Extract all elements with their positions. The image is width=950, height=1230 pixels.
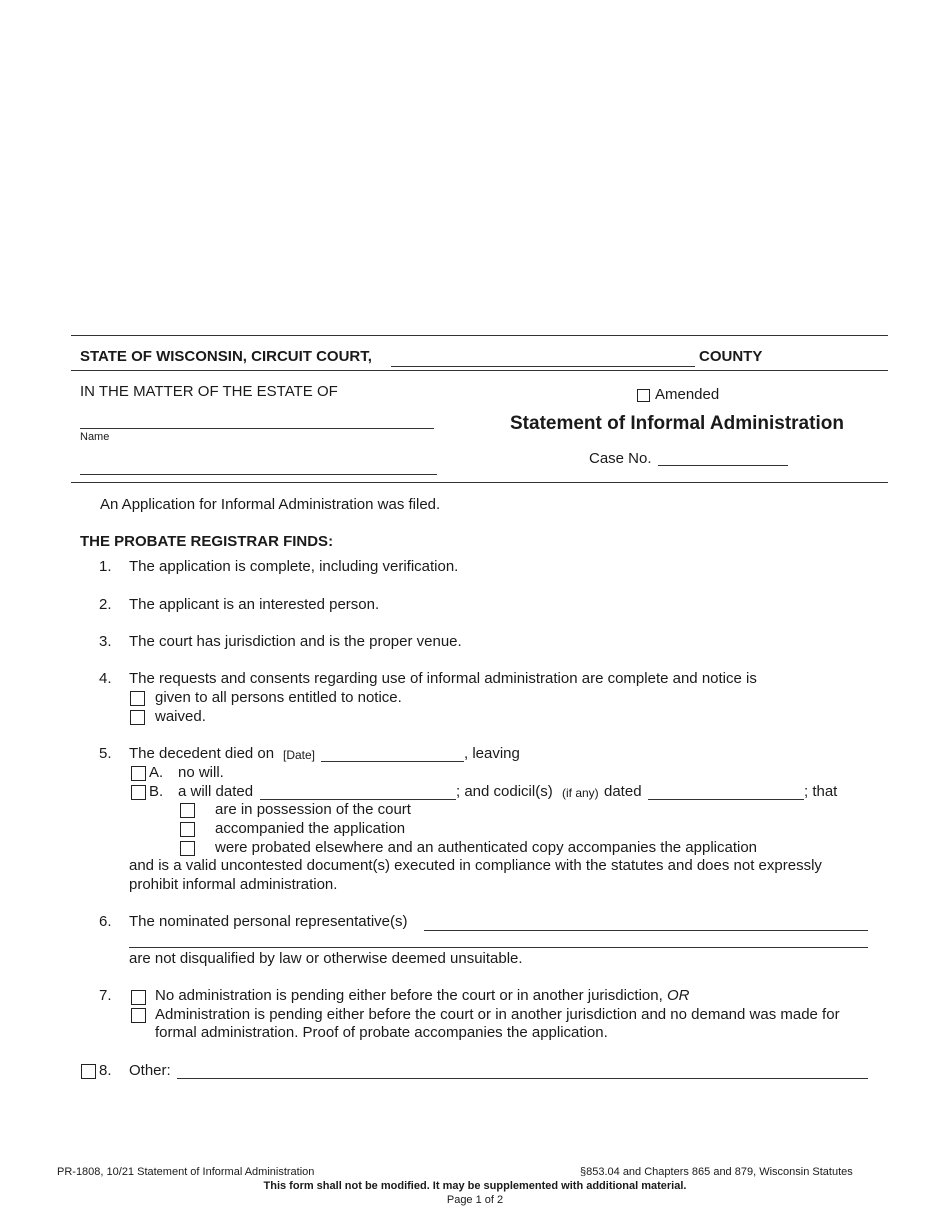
- footer-notice: This form shall not be modified. It may be supplemented with additional material.: [263, 1180, 687, 1192]
- other-label: Other:: [129, 1062, 171, 1079]
- amended-label: Amended: [655, 386, 720, 403]
- accompanied-label: accompanied the application: [215, 820, 406, 837]
- option-b-letter: B.: [149, 783, 164, 800]
- item-5-date-hint: [Date]: [283, 748, 316, 762]
- will-dated-checkbox[interactable]: [131, 785, 146, 800]
- form-title: Statement of Informal Administration: [510, 413, 844, 434]
- administration-pending-line-2: formal administration. Proof of probate accompanies the application.: [155, 1024, 608, 1041]
- codicil-date-field[interactable]: [648, 799, 804, 800]
- footer-form-id: PR-1808, 10/21 Statement of Informal Administration: [57, 1166, 315, 1178]
- header-bottom-rule: [71, 482, 888, 483]
- footer-page: Page 1 of 2: [446, 1194, 504, 1206]
- item-3-number: 3.: [99, 633, 112, 650]
- item-5-tail-2: prohibit informal administration.: [129, 876, 338, 893]
- item-6-tail: are not disqualified by law or otherwise deemed unsuitable.: [129, 950, 523, 967]
- administration-pending-line-1: Administration is pending either before the court or in another jurisdiction and no demand was made for: [155, 1006, 840, 1023]
- notice-waived-checkbox[interactable]: [130, 710, 145, 725]
- option-b-text: a will dated: [178, 783, 254, 800]
- probated-elsewhere-checkbox[interactable]: [180, 841, 195, 856]
- codicil-text: ; and codicil(s): [456, 783, 553, 800]
- no-administration-checkbox[interactable]: [131, 990, 146, 1005]
- item-7-number: 7.: [99, 987, 112, 1004]
- item-8-number: 8.: [99, 1062, 112, 1079]
- header-mid-rule: [71, 370, 888, 371]
- representative-field-1[interactable]: [424, 930, 868, 931]
- notice-given-label: given to all persons entitled to notice.: [155, 689, 402, 706]
- item-6-number: 6.: [99, 913, 112, 930]
- no-administration-label: [155, 987, 689, 1005]
- county-field[interactable]: [391, 366, 695, 367]
- item-6-text: The nominated personal representative(s): [129, 913, 408, 930]
- item-1-text: The application is complete, including verification.: [129, 558, 459, 575]
- notice-waived-label: waived.: [155, 708, 206, 725]
- matter-label: IN THE MATTER OF THE ESTATE OF: [80, 383, 338, 400]
- if-any-note: (if any): [562, 786, 599, 800]
- item-1-number: 1.: [99, 558, 112, 575]
- item-4-text: The requests and consents regarding use of informal administration are complete and notice is: [129, 670, 757, 687]
- court-prefix: STATE OF WISCONSIN, CIRCUIT COURT,: [80, 348, 372, 365]
- decedent-name-field-2[interactable]: [80, 474, 437, 475]
- item-5-lead: The decedent died on: [129, 745, 275, 762]
- notice-given-checkbox[interactable]: [130, 691, 145, 706]
- amended-checkbox[interactable]: [637, 389, 650, 402]
- item-3-text: The court has jurisdiction and is the proper venue.: [129, 633, 462, 650]
- intro-text: An Application for Informal Administration was filed.: [100, 496, 441, 513]
- probated-elsewhere-label: were probated elsewhere and an authenticated copy accompanies the application: [215, 839, 758, 856]
- no-will-checkbox[interactable]: [131, 766, 146, 781]
- accompanied-checkbox[interactable]: [180, 822, 195, 837]
- decedent-name-field[interactable]: [80, 428, 434, 429]
- county-label: COUNTY: [699, 348, 763, 365]
- header-top-rule: [71, 335, 888, 336]
- findings-heading: THE PROBATE REGISTRAR FINDS:: [80, 533, 334, 550]
- item-5-tail-1: and is a valid uncontested document(s) executed in compliance with the statutes and does not expressly: [129, 857, 822, 874]
- death-date-field[interactable]: [321, 761, 464, 762]
- item-2-number: 2.: [99, 596, 112, 613]
- will-date-field[interactable]: [260, 799, 456, 800]
- in-possession-checkbox[interactable]: [180, 803, 195, 818]
- case-no-field[interactable]: [658, 465, 788, 466]
- administration-pending-checkbox[interactable]: [131, 1008, 146, 1023]
- item-2-text: The applicant is an interested person.: [129, 596, 380, 613]
- option-a-letter: A.: [149, 764, 164, 781]
- item-4-number: 4.: [99, 670, 112, 687]
- option-a-text: no will.: [178, 764, 224, 781]
- other-field[interactable]: [177, 1078, 868, 1079]
- item-5-leaving: , leaving: [464, 745, 520, 762]
- or-text: OR: [666, 987, 690, 1004]
- item-5-number: 5.: [99, 745, 112, 762]
- case-no-label: Case No.: [589, 450, 652, 467]
- other-checkbox[interactable]: [81, 1064, 96, 1079]
- codicil-dated-text: dated: [604, 783, 642, 800]
- that-text: ; that: [804, 783, 838, 800]
- in-possession-label: are in possession of the court: [215, 801, 411, 818]
- representative-field-2[interactable]: [129, 947, 868, 948]
- footer-statutes: §853.04 and Chapters 865 and 879, Wisconsin Statutes: [580, 1166, 853, 1178]
- name-label: Name: [80, 431, 110, 443]
- no-administration-text: No administration is pending either before the court or in another jurisdiction,: [155, 987, 663, 1004]
